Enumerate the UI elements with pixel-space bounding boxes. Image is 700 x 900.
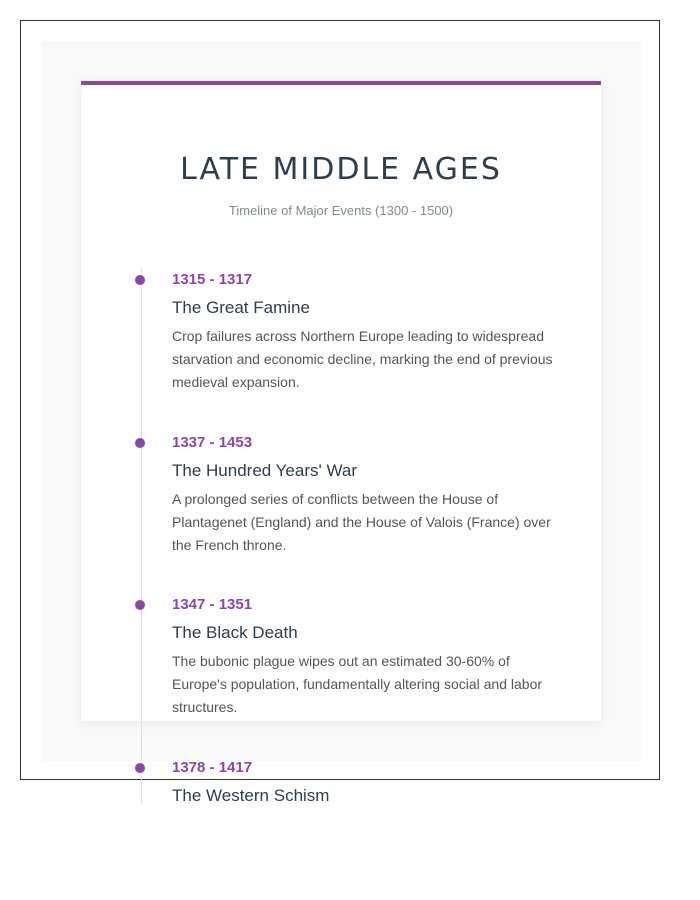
timeline-event — [172, 432, 567, 557]
timeline-event — [172, 757, 567, 809]
timeline-line — [141, 268, 142, 804]
timeline-dot-icon — [135, 438, 145, 448]
event-description: Crop failures across Northern Europe leading to widespread starvation and economic decline, marking the end of previous medieval expansion. — [172, 328, 553, 390]
event-title: The Great Famine — [172, 298, 310, 317]
timeline-dot-icon — [135, 763, 145, 773]
timeline-event — [172, 269, 567, 394]
page-title: LATE MIDDLE AGES — [180, 152, 502, 187]
event-title: The Hundred Years' War — [172, 461, 357, 480]
timeline-dot-icon — [135, 600, 145, 610]
timeline-dot-icon — [135, 275, 145, 285]
event-date: 1347 - 1351 — [172, 596, 253, 613]
event-description: The bubonic plague wipes out an estimated 30-60% of Europe's population, fundamentally altering social and labor structures. — [172, 653, 543, 715]
timeline-event — [172, 594, 567, 719]
page-subtitle: Timeline of Major Events (1300 - 1500) — [228, 203, 454, 218]
event-title: The Western Schism — [172, 786, 330, 805]
event-description: A prolonged series of conflicts between the House of Plantagenet (England) and the House of Valois (France) over the French throne. — [172, 491, 551, 553]
event-title: The Black Death — [172, 623, 298, 642]
event-date: 1378 - 1417 — [172, 759, 253, 776]
event-date: 1315 - 1317 — [172, 271, 253, 288]
event-date: 1337 - 1453 — [172, 434, 253, 451]
